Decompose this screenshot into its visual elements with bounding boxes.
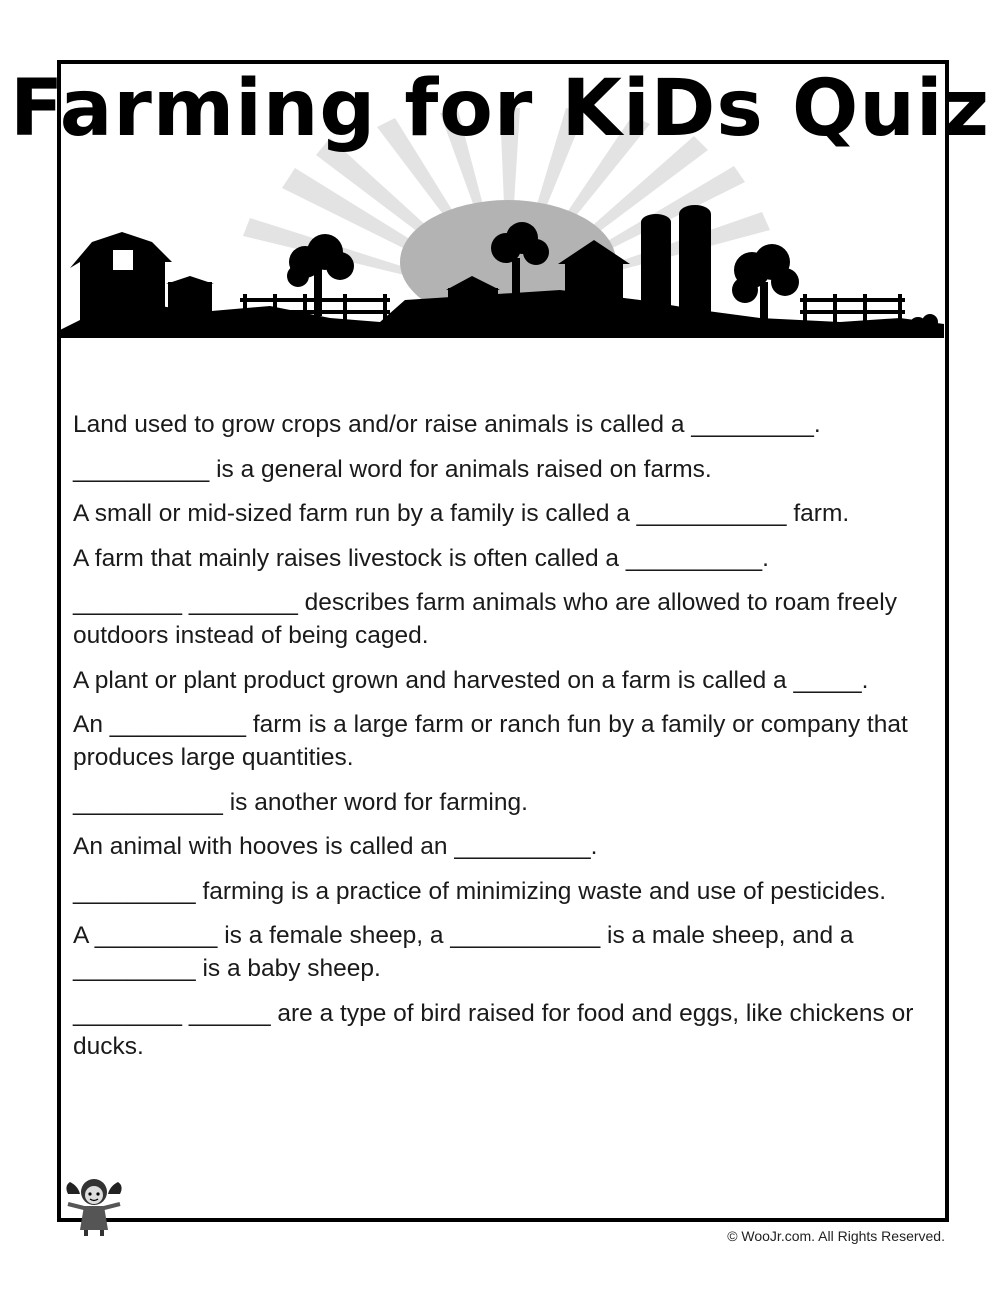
question-item: A plant or plant product grown and harvested on a farm is called a _____. (73, 666, 869, 694)
question-item: _________ farming is a practice of minimizing waste and use of pesticides. (73, 877, 887, 905)
question-item: A small or mid-sized farm run by a family is called a ___________ farm. (73, 500, 850, 527)
question-item: ___________ is another word for farming. (73, 788, 528, 816)
question-item: An __________ farm is a large farm or ranch fun by a family or company that produces large quantities. (73, 711, 908, 771)
question-item: ________ ______ are a type of bird raised for food and eggs, like chickens or ducks. (73, 999, 914, 1060)
question-list (73, 408, 953, 1074)
copyright-notice: © WooJr.com. All Rights Reserved. (727, 1228, 945, 1244)
question-item: An animal with hooves is called an __________. (73, 833, 598, 860)
question-item: A farm that mainly raises livestock is often called a __________. (73, 544, 769, 572)
question-item: __________ is a general word for animals raised on farms. (73, 455, 712, 483)
page-title: Farming for KiDs Quiz (10, 64, 990, 154)
silo (641, 222, 671, 320)
farm-silhouette-illustration (0, 0, 1000, 345)
girl-mascot-icon (60, 1172, 128, 1238)
question-item: A _________ is a female sheep, a ___________ is a male sheep, and a _________ is a baby sheep. (73, 922, 854, 982)
shed (168, 282, 212, 326)
question-item: ________ ________ describes farm animals who are allowed to roam freely outdoors instead of being caged. (73, 589, 897, 649)
barn (70, 232, 172, 322)
question-item: Land used to grow crops and/or raise animals is called a _________. (73, 411, 821, 438)
